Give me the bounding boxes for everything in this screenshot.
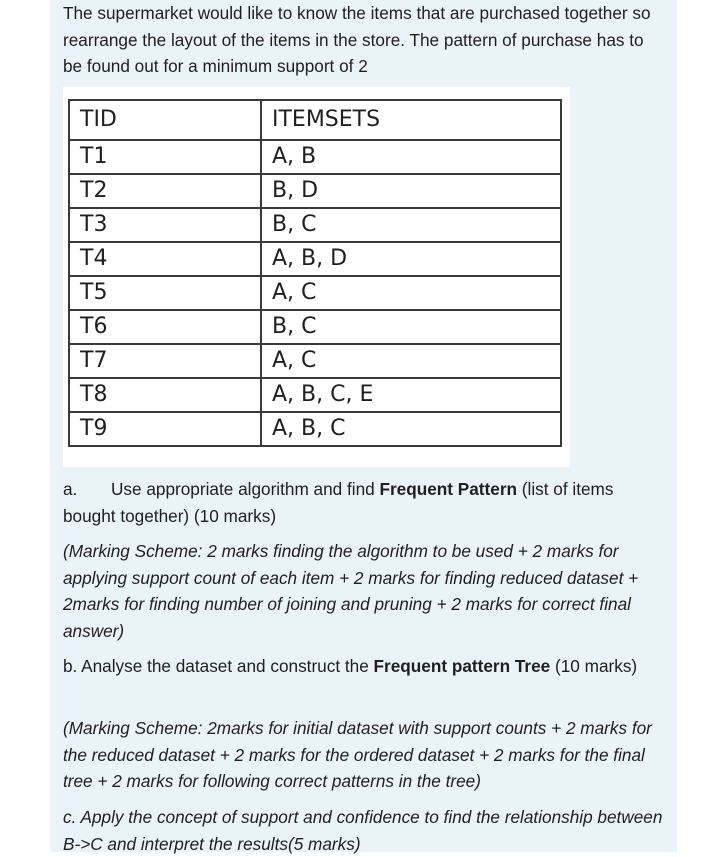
cell-tid: T2 <box>69 174 261 208</box>
table-row <box>69 310 561 344</box>
cell-tid: T8 <box>69 378 261 412</box>
cell-itemset: A, C <box>261 276 561 310</box>
table-row <box>69 174 561 208</box>
transactions-table <box>68 99 562 447</box>
question-a-label: a. <box>63 479 78 499</box>
table-header-row <box>69 100 561 140</box>
document-page <box>50 0 677 852</box>
table-row <box>69 344 561 378</box>
cell-tid: T6 <box>69 310 261 344</box>
question-a-marking-scheme: (Marking Scheme: 2 marks finding the algorithm to be used + 2 marks for applying support count of each item + 2 marks for finding reduced dataset + 2marks for finding number of joining and pruning + 2 marks for correct final answer) <box>63 541 639 641</box>
cell-itemset: B, D <box>261 174 561 208</box>
cell-itemset: A, B, D <box>261 242 561 276</box>
cell-tid: T4 <box>69 242 261 276</box>
question-a-text-before: Use appropriate algorithm and find <box>111 479 380 499</box>
table-row <box>69 208 561 242</box>
cell-itemset: B, C <box>261 310 561 344</box>
cell-itemset: A, B, C <box>261 412 561 446</box>
cell-itemset: B, C <box>261 208 561 242</box>
question-b <box>63 653 663 680</box>
header-itemsets: ITEMSETS <box>261 100 561 140</box>
question-b-text-after: (10 marks) <box>550 656 638 676</box>
table-row <box>69 140 561 174</box>
cell-itemset: A, C <box>261 344 561 378</box>
question-a-bold: Frequent Pattern <box>379 479 518 499</box>
cell-tid: T3 <box>69 208 261 242</box>
cell-tid: T1 <box>69 140 261 174</box>
question-b-bold: Frequent pattern Tree <box>373 656 551 676</box>
intro-paragraph: The supermarket would like to know the items that are purchased together so rearrange the layout of the items in the store. The pattern of purchase has to be found out for a minimum support of 2 <box>63 3 651 76</box>
question-a-text-after: (list of items bought together) (10 marks) <box>63 479 614 526</box>
question-a <box>63 476 663 529</box>
cell-itemset: A, B <box>261 140 561 174</box>
question-b-text-before: b. Analyse the dataset and construct the <box>63 656 374 676</box>
table-row <box>69 378 561 412</box>
table-row <box>69 412 561 446</box>
cell-tid: T5 <box>69 276 261 310</box>
table-row <box>69 276 561 310</box>
table-row <box>69 242 561 276</box>
cell-tid: T9 <box>69 412 261 446</box>
question-b-marking-scheme: (Marking Scheme: 2marks for initial dataset with support counts + 2 marks for the reduced dataset + 2 marks for the ordered dataset + 2 marks for the final tree + 2 marks for following correct patterns in the tree) <box>63 718 652 791</box>
question-c: c. Apply the concept of support and confidence to find the relationship between B->C and interpret the results(5 marks) <box>63 807 663 854</box>
transactions-table-image <box>63 87 570 467</box>
header-tid: TID <box>69 100 261 140</box>
cell-itemset: A, B, C, E <box>261 378 561 412</box>
cell-tid: T7 <box>69 344 261 378</box>
